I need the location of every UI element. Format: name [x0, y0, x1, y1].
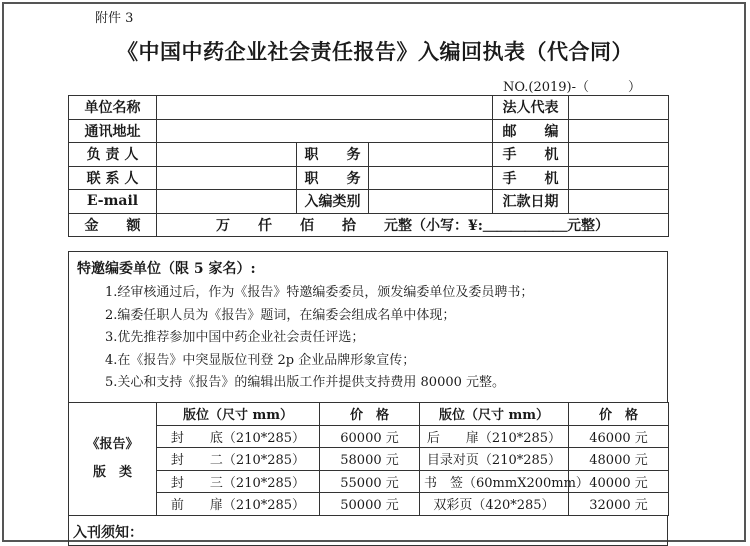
ad-price: 32000 元 — [569, 493, 669, 516]
table-row — [69, 470, 669, 493]
address-label: 通讯地址 — [69, 119, 157, 143]
remit-date-label: 汇款日期 — [493, 190, 569, 214]
mobile-field[interactable] — [569, 143, 669, 167]
annex-label: 附件 3 — [95, 11, 134, 26]
invite-title: 特邀编委单位（限 5 家名）: — [77, 261, 256, 277]
ad-position: 封 二（210*285） — [157, 448, 320, 471]
ad-position: 目录对页（210*285） — [420, 448, 569, 471]
contact-field[interactable] — [157, 166, 297, 190]
ad-position: 后 扉（210*285） — [420, 425, 569, 448]
ad-position: 前 扉（210*285） — [157, 493, 320, 516]
remit-date-field[interactable] — [569, 190, 669, 214]
postcode-label: 邮 编 — [493, 119, 569, 143]
ad-price: 46000 元 — [569, 425, 669, 448]
person-in-charge-label: 负 责 人 — [69, 143, 157, 167]
ad-position: 封 底（210*285） — [157, 425, 320, 448]
address-field[interactable] — [157, 119, 493, 143]
person-in-charge-field[interactable] — [157, 143, 297, 167]
invite-item: 1.经审核通过后，作为《报告》特邀编委委员，颁发编委单位及委员聘书； — [105, 285, 534, 300]
email-label: E-mail — [69, 190, 157, 214]
ad-price: 55000 元 — [320, 470, 420, 493]
amount-label: 金 额 — [69, 213, 157, 237]
legal-rep-field[interactable] — [569, 96, 669, 120]
table-row — [69, 213, 669, 237]
contact-label: 联 系 人 — [69, 166, 157, 190]
header-position: 版位（尺寸 mm） — [420, 403, 569, 426]
table-row — [69, 119, 669, 143]
amount-field[interactable]: 万 仟 佰 拾 元整（小写：¥:＿＿＿＿＿＿元整） — [157, 213, 669, 237]
notice-label: 入刊须知： — [69, 516, 668, 546]
publication-label-line2: 版 类 — [92, 464, 132, 480]
unit-name-field[interactable] — [157, 96, 493, 120]
position2-label: 职 务 — [297, 166, 369, 190]
header-position: 版位（尺寸 mm） — [157, 403, 320, 426]
publication-label — [69, 403, 157, 516]
table-row — [69, 166, 669, 190]
invite-item: 4.在《报告》中突显版位刊登 2p 企业品牌形象宣传； — [105, 352, 416, 368]
email-field[interactable] — [157, 190, 297, 214]
ad-price: 40000 元 — [569, 470, 669, 493]
header-price: 价 格 — [569, 403, 669, 426]
table-row — [69, 516, 668, 546]
info-table — [68, 95, 669, 237]
ad-price: 48000 元 — [569, 448, 669, 471]
unit-name-label: 单位名称 — [69, 96, 157, 120]
invite-table — [68, 251, 668, 403]
position2-field[interactable] — [369, 166, 493, 190]
position-field[interactable] — [369, 143, 493, 167]
invite-item: 2.编委任职人员为《报告》题词，在编委会组成名单中体现； — [105, 307, 456, 323]
ad-price: 58000 元 — [320, 448, 420, 471]
mobile2-field[interactable] — [569, 166, 669, 190]
postcode-field[interactable] — [569, 119, 669, 143]
table-row — [69, 143, 669, 167]
table-row — [69, 252, 668, 403]
notice-table — [68, 515, 668, 546]
entry-type-label: 入编类别 — [297, 190, 369, 214]
ad-price: 60000 元 — [320, 425, 420, 448]
pricing-table — [68, 402, 669, 516]
table-row — [69, 190, 669, 214]
entry-type-field[interactable] — [369, 190, 493, 214]
mobile-label: 手 机 — [493, 143, 569, 167]
ad-price: 50000 元 — [320, 493, 420, 516]
mobile2-label: 手 机 — [493, 166, 569, 190]
publication-label-line1: 《报告》 — [86, 436, 139, 452]
position-label: 职 务 — [297, 143, 369, 167]
form-number: NO.(2019)-（ ） — [503, 80, 642, 95]
ad-position: 双彩页（420*285） — [420, 493, 569, 516]
ad-position: 封 三（210*285） — [157, 470, 320, 493]
ad-position: 书 签（60mmX200mm） — [420, 470, 569, 493]
invite-cell — [69, 252, 668, 403]
legal-rep-label: 法人代表 — [493, 96, 569, 120]
invite-item: 3.优先推荐参加中国中药企业社会责任评选； — [105, 330, 365, 345]
table-row — [69, 96, 669, 120]
invite-item: 5.关心和支持《报告》的编辑出版工作并提供支持费用 80000 元整。 — [105, 375, 506, 390]
page-title: 《中国中药企业社会责任报告》入编回执表（代合同） — [117, 39, 633, 64]
table-row — [69, 493, 669, 516]
header-price: 价 格 — [320, 403, 420, 426]
table-row — [69, 448, 669, 471]
table-row — [69, 425, 669, 448]
table-row — [69, 403, 669, 426]
